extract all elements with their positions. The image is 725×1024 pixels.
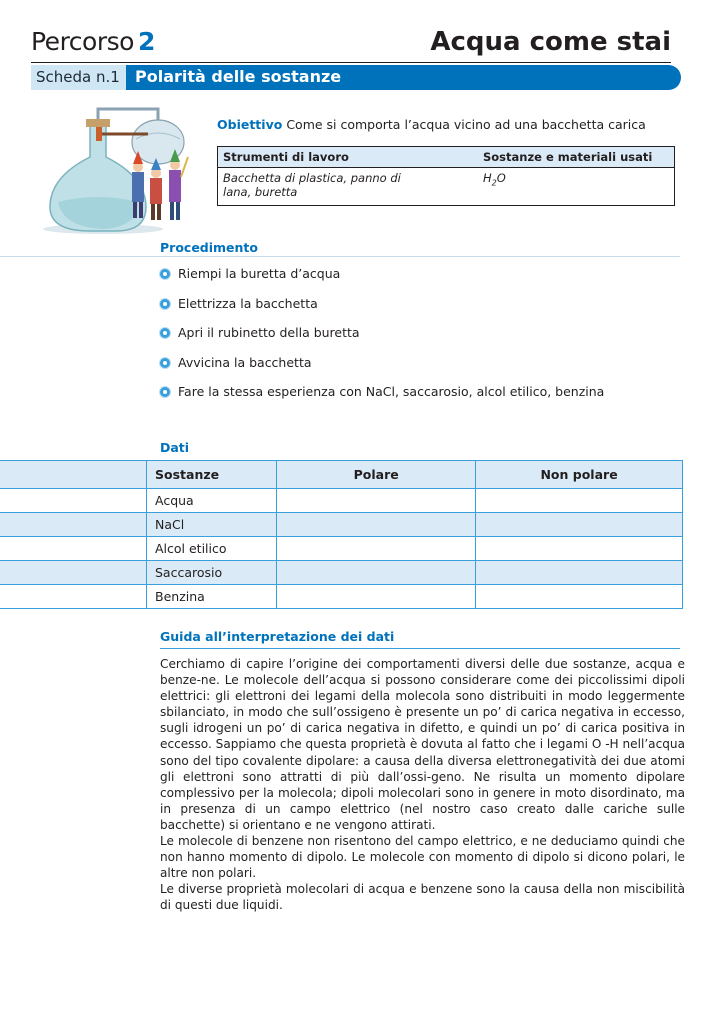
procedure-step: Apri il rubinetto della buretta <box>160 325 604 355</box>
polare-cell[interactable] <box>277 585 476 609</box>
procedure-heading: Procedimento <box>160 240 258 255</box>
substance-name: NaCl <box>147 513 277 537</box>
procedure-divider <box>0 256 680 257</box>
column-polare: Polare <box>277 461 476 489</box>
data-heading: Dati <box>160 440 190 455</box>
table-row <box>0 537 683 561</box>
scheda-label: Scheda n.1 <box>36 68 120 86</box>
procedure-step: Fare la stessa esperienza con NaCl, saccarosio, alcol etilico, benzina <box>160 384 604 414</box>
percorso-number: 2 <box>137 27 155 56</box>
guide-text <box>160 656 685 914</box>
guide-heading: Guida all’interpretazione dei dati <box>160 629 395 644</box>
table-row <box>0 561 683 585</box>
column-sostanze: Sostanze <box>147 461 277 489</box>
substance-name: Saccarosio <box>147 561 277 585</box>
page-title: Acqua come stai <box>430 27 671 57</box>
substance-name: Alcol etilico <box>147 537 277 561</box>
bullet-icon <box>160 387 170 397</box>
scheda-bar <box>31 65 681 90</box>
polare-cell[interactable] <box>277 537 476 561</box>
table-row <box>0 585 683 609</box>
bullet-icon <box>160 269 170 279</box>
non-polare-cell[interactable] <box>476 561 683 585</box>
lab-illustration <box>38 97 193 237</box>
guide-paragraph: Le diverse proprietà molecolari di acqua e benzene sono la causa della non miscibilità di questi due liquidi. <box>160 882 685 913</box>
procedure-list <box>160 266 604 414</box>
non-polare-cell[interactable] <box>476 489 683 513</box>
tools-value-strumenti: Bacchetta di plastica, panno di lana, buretta <box>223 171 401 199</box>
polare-cell[interactable] <box>277 561 476 585</box>
tools-table <box>217 146 675 206</box>
bullet-icon <box>160 328 170 338</box>
percorso-label: Percorso 2 <box>31 27 155 56</box>
bullet-icon <box>160 358 170 368</box>
tools-header-sostanze: Sostanze e materiali usati <box>483 150 653 164</box>
substance-name: Benzina <box>147 585 277 609</box>
polare-cell[interactable] <box>277 513 476 537</box>
column-non-polare: Non polare <box>476 461 683 489</box>
scheda-title: Polarità delle sostanze <box>135 67 342 86</box>
table-row <box>0 513 683 537</box>
non-polare-cell[interactable] <box>476 513 683 537</box>
guide-divider <box>160 648 680 649</box>
data-table <box>0 460 683 609</box>
objective-text: Come si comporta l’acqua vicino ad una bacchetta carica <box>286 117 646 132</box>
objective <box>217 117 646 132</box>
procedure-step: Elettrizza la bacchetta <box>160 296 604 326</box>
non-polare-cell[interactable] <box>476 537 683 561</box>
table-row <box>0 489 683 513</box>
data-table-header <box>0 461 683 489</box>
title-divider <box>31 62 671 63</box>
procedure-step: Riempi la buretta d’acqua <box>160 266 604 296</box>
polare-cell[interactable] <box>277 489 476 513</box>
procedure-step: Avvicina la bacchetta <box>160 355 604 385</box>
guide-paragraph: Cerchiamo di capire l’origine dei comportamenti diversi delle due sostanze, acqua e benze-ne. Le molecole dell’acqua si possono considerare come dei piccolissimi dipoli elettrici: gli elettroni dei legami della molecola sono distribuiti in modo leggermente sbilanciato, in modo che sull’ossigeno è presente un po’ di carica negativa in eccesso, sugli idrogeni un po’ di carica negativa in difetto, e quindi un po’ di carica positiva in eccesso. Sappiamo che questa proprietà è dovuta al fatto che i legami O -H nell’acqua sono del tipo covalente dipolare: a causa della diversa elettronegatività dei due atomi gli elettroni sono attratti di più dall’ossi-geno. Ne risulta un momento dipolare complessivo per la molecola; dipoli molecolari sono in genere in moto disordinato, ma in presenza di un campo elettrico (nel nostro caso creato dalle cariche sulle bacchette) si orientano e ne vengono attirati. <box>160 657 685 832</box>
tools-header-strumenti: Strumenti di lavoro <box>223 150 349 164</box>
tools-value-sostanze: $H_2O$ <box>483 171 506 188</box>
substance-name: Acqua <box>147 489 277 513</box>
objective-label: Obiettivo <box>217 117 283 132</box>
non-polare-cell[interactable] <box>476 585 683 609</box>
bullet-icon <box>160 299 170 309</box>
guide-paragraph: Le molecole di benzene non risentono del campo elettrico, e ne deduciamo quindi che non hanno momento di dipolo. Le molecole con momento di dipolo si dicono polari, le altre non polari. <box>160 834 685 881</box>
